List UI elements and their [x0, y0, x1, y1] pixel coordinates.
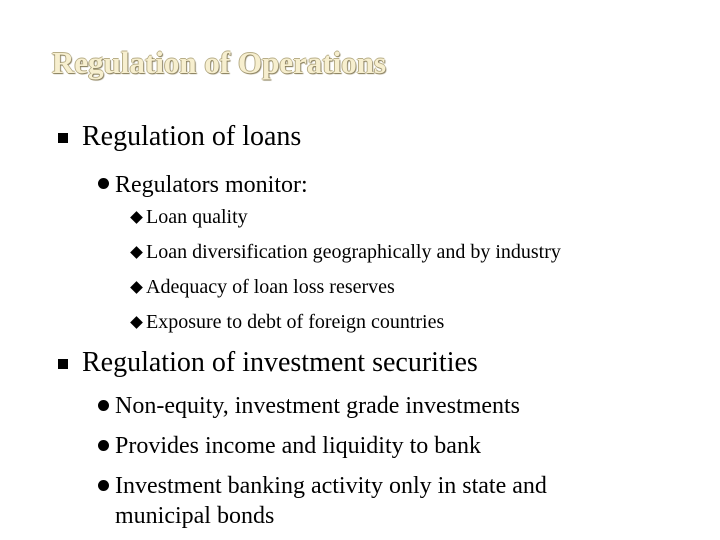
bullet-text: Regulators monitor:: [115, 172, 308, 198]
bullet-investment-banking-activity: [115, 471, 635, 531]
bullet-text: Exposure to debt of foreign countries: [146, 311, 445, 333]
square-bullet-icon: [58, 133, 68, 143]
diamond-bullet-icon: [130, 281, 143, 294]
diamond-bullet-icon: [130, 246, 143, 259]
bullet-text: Adequacy of loan loss reserves: [146, 276, 395, 298]
bullet-text: Investment banking activity only in state and municipal bonds: [115, 473, 547, 529]
bullet-non-equity-investments: [115, 391, 520, 421]
round-bullet-icon: [98, 178, 109, 189]
square-bullet-icon: [58, 359, 68, 369]
bullet-text: Loan quality: [146, 206, 248, 228]
bullet-text: Loan diversification geographically and by industry: [146, 241, 561, 263]
diamond-bullet-icon: [130, 316, 143, 329]
bullet-loan-loss-reserves: [146, 275, 395, 299]
bullet-text: Regulation of loans: [82, 121, 302, 152]
round-bullet-icon: [98, 440, 109, 451]
bullet-income-and-liquidity: [115, 431, 481, 461]
bullet-text: Regulation of investment securities: [82, 347, 478, 378]
bullet-text: Provides income and liquidity to bank: [115, 433, 481, 459]
bullet-loan-quality: [146, 205, 248, 229]
bullet-regulation-of-investment-securities: [82, 347, 478, 379]
bullet-foreign-debt-exposure: [146, 310, 444, 334]
round-bullet-icon: [98, 480, 109, 491]
slide-title: Regulation of Operations: [52, 45, 387, 80]
bullet-regulators-monitor: [115, 170, 308, 200]
bullet-loan-diversification: [146, 240, 561, 264]
round-bullet-icon: [98, 400, 109, 411]
bullet-text: Non-equity, investment grade investments: [115, 393, 521, 419]
diamond-bullet-icon: [130, 211, 143, 224]
bullet-regulation-of-loans: [82, 121, 301, 153]
